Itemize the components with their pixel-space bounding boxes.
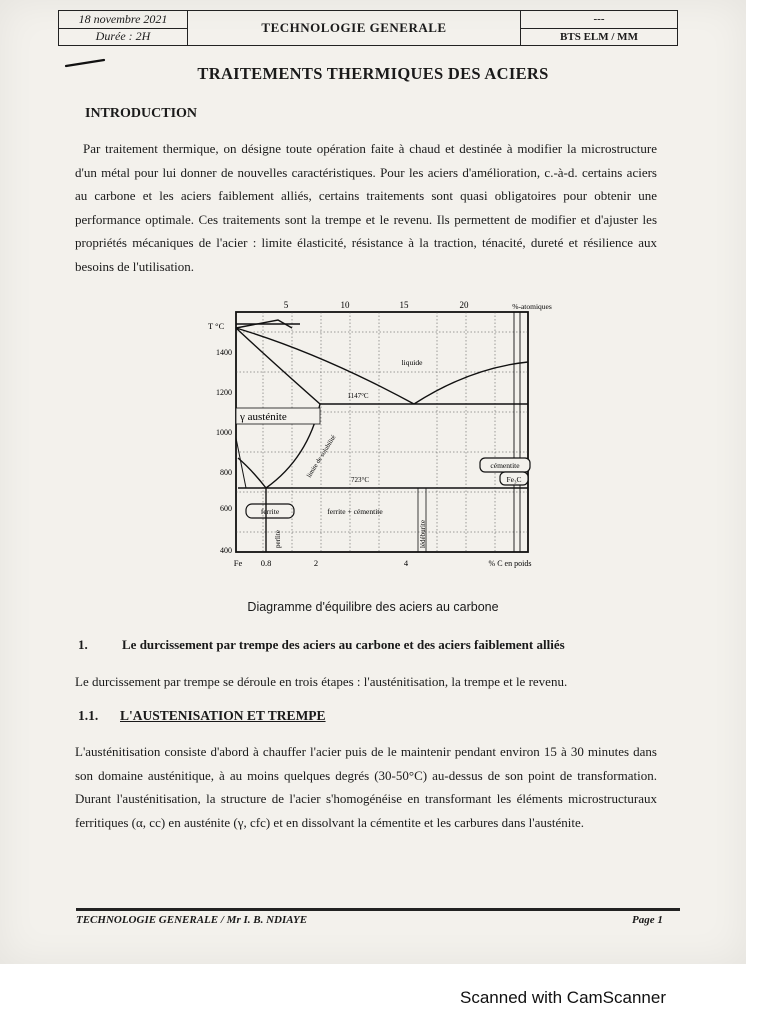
section-1-1-number: 1.1. [78, 708, 99, 723]
header-subject: TECHNOLOGIE GENERALE [261, 20, 447, 35]
ferrite-label: ferrite [260, 507, 280, 516]
ferrite-cementite-label: ferrite + cémentite [327, 507, 383, 516]
footer-page-number: Page 1 [632, 914, 663, 926]
x-tick: Fe [233, 558, 243, 568]
header-date: 18 novembre 2021 [59, 11, 187, 29]
perlite-label: perlite [274, 530, 282, 548]
header-left-cell [59, 11, 188, 45]
y-tick: 400 [220, 546, 232, 555]
top-tick: 5 [283, 300, 289, 310]
ledeburite-label: lédéburite [419, 520, 427, 548]
temp-1147-label: 1147°C [347, 392, 369, 400]
phase-lines [236, 312, 528, 552]
liquidus-left [236, 328, 414, 404]
section-1-number: 1. [78, 637, 88, 652]
cementite-label: cémentite [490, 461, 520, 470]
fe3c-label: Fe₃C [506, 475, 522, 484]
section-1-title: Le durcissement par trempe des aciers au carbone et des aciers faiblement alliés [122, 637, 565, 652]
y-axis-label: T °C [208, 321, 225, 331]
header-duration: Durée : 2H [95, 29, 151, 44]
page-title: TRAITEMENTS THERMIQUES DES ACIERS [197, 64, 549, 83]
section-1-1-paragraph: L'austénitisation consiste d'abord à chauffer l'acier puis de le maintenir pendant environ 15 à 30 minutes dans son domaine austénitique, à au moins quelques degrés (30-50°C) au-dessus de son point de transformation. Durant l'austénitisation, la structure de l'acier s'homogénéise en transformant les éléments microstructuraux ferritiques (α, cc) en austénite (γ, cfc) et en dissolvant la cémentite et les carbures dans l'austénite. [75, 744, 657, 830]
camscanner-watermark: Scanned with CamScanner [460, 988, 667, 1007]
header-table [58, 10, 678, 46]
x-tick: 4 [403, 558, 409, 568]
y-tick: 1200 [216, 388, 232, 397]
x-axis-label: % C en poids [488, 559, 532, 568]
x-tick: 0.8 [260, 558, 272, 568]
intro-heading: INTRODUCTION [85, 106, 198, 121]
top-tick: 15 [399, 300, 409, 310]
section-1-1-title: L'AUSTENISATION ET TREMPE [120, 708, 326, 723]
top-axis-label: %-atomiques [512, 302, 552, 311]
a3-line [238, 458, 266, 488]
top-tick: 10 [340, 300, 350, 310]
footer-divider [76, 908, 680, 911]
section-1-paragraph: Le durcissement par trempe se déroule en trois étapes : l'austénitisation, la trempe et le revenu. [75, 674, 568, 689]
section-1-1-heading [78, 708, 326, 724]
intro-paragraph: Par traitement thermique, on désigne toute opération faite à chaud et destinée à modifier la microstructure d'un métal pour lui donner de nouvelles caractéristiques. Pour les aciers d'amélioration, c.-à-d. certains aciers au carbone et les aciers faiblement alliés, certains traitements sont quasi obligatoires pour obtenir une performance optimale. Ces traitements sont la trempe et le revenu. Ils permettent de modifier et d'ajuster les propriétés mécaniques de l'acier : limite élasticité, résistance à la traction, ténacité, dureté et résilience aux besoins de l'utilisation. [75, 141, 657, 274]
diagram-frame [236, 312, 528, 552]
diagram-caption: Diagramme d'équilibre des aciers au carbone [247, 600, 499, 614]
x-tick: 2 [313, 558, 319, 568]
header-class: BTS ELM / MM [560, 30, 638, 43]
header-ref: --- [521, 11, 677, 29]
top-tick: 20 [459, 300, 469, 310]
solidus [236, 328, 320, 404]
liquidus-right [414, 362, 528, 404]
temp-723-label: 723°C [351, 476, 369, 484]
diagram-grid [236, 312, 528, 552]
iron-carbon-diagram [200, 298, 568, 572]
liquide-label: liquide [401, 358, 423, 367]
y-tick: 1400 [216, 348, 232, 357]
section-1-heading [78, 637, 565, 653]
header-right-cell [520, 11, 677, 45]
y-tick: 800 [220, 468, 232, 477]
limite-label: limite de solubilité [305, 434, 338, 480]
y-tick: 1000 [216, 428, 232, 437]
y-tick: 600 [220, 504, 232, 513]
footer-text: TECHNOLOGIE GENERALE / Mr I. B. NDIAYE [76, 914, 308, 926]
austenite-label: γ austénite [240, 411, 287, 423]
